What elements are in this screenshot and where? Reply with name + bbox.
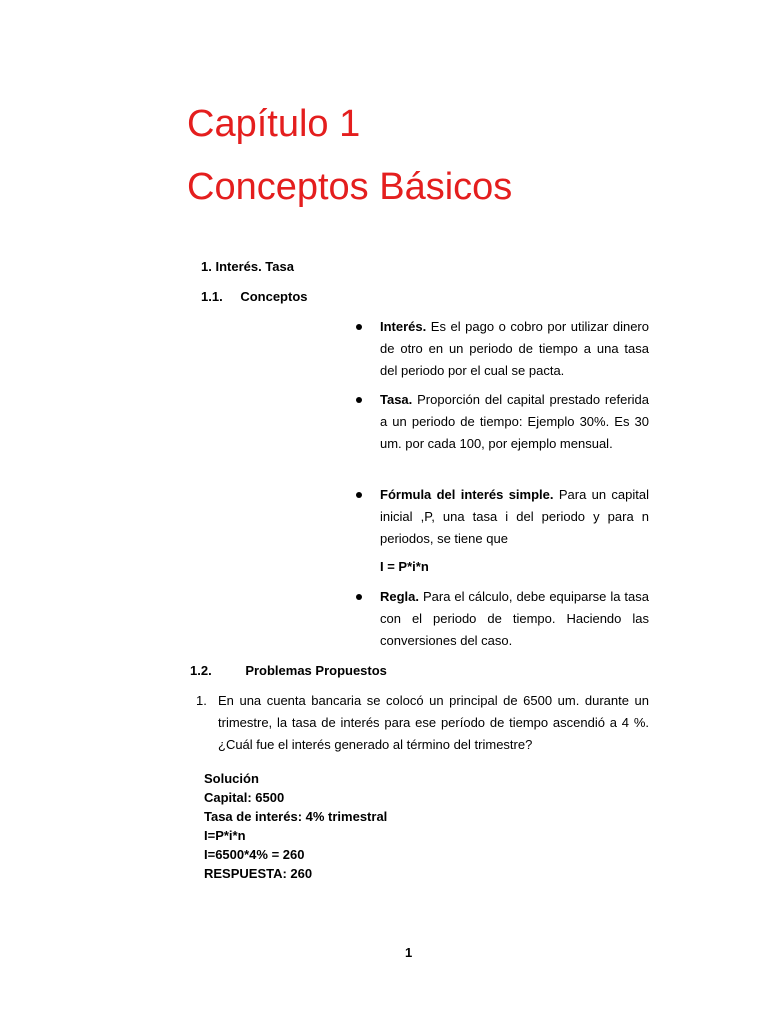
chapter-title: Capítulo 1	[187, 103, 361, 145]
solution-line: Tasa de interés: 4% trimestral	[204, 809, 388, 824]
section-label: Conceptos	[240, 289, 308, 304]
solution-line: Solución	[204, 771, 259, 786]
bullet-dot	[356, 594, 362, 600]
bullet-dot	[356, 324, 362, 330]
section-heading-1-1	[201, 286, 307, 308]
section-number: 1.1.	[201, 289, 223, 304]
solution-line: I=6500*4% = 260	[204, 847, 305, 862]
page-number: 1	[405, 945, 413, 960]
solution-line: I=P*i*n	[204, 828, 246, 843]
section-heading-1-2	[190, 660, 387, 682]
formula: I = P*i*n	[380, 559, 429, 574]
bullet-text: Para el cálculo, debe equiparse la tasa con el periodo de tiempo. Haciendo las conversiones del caso.	[380, 589, 649, 648]
bullet-dot	[356, 397, 362, 403]
section-label: Problemas Propuestos	[245, 663, 387, 678]
chapter-subtitle: Conceptos Básicos	[187, 166, 513, 208]
bullet-term: Fórmula del interés simple.	[380, 487, 554, 502]
bullet-term: Tasa.	[380, 392, 413, 407]
bullet-interes	[380, 316, 649, 382]
solution-line: RESPUESTA: 260	[204, 866, 313, 881]
bullet-text: Proporción del capital prestado referida a un periodo de tiempo: Ejemplo 30%. Es 30 um. por cada 100, por ejemplo mensual.	[380, 392, 649, 451]
bullet-text: Para un capital inicial ,P, una tasa i del periodo y para n periodos, se tiene que	[380, 487, 649, 546]
section-heading-1: 1. Interés. Tasa	[201, 259, 294, 274]
bullet-dot	[356, 492, 362, 498]
bullet-term: Interés.	[380, 319, 427, 334]
bullet-text: Es el pago o cobro por utilizar dinero de otro en un periodo de tiempo a una tasa del periodo por el cual se pacta.	[380, 319, 649, 378]
bullet-formula	[380, 484, 649, 550]
solution-block	[204, 769, 387, 883]
problem-number: 1.	[196, 693, 207, 708]
problem-text: En una cuenta bancaria se colocó un principal de 6500 um. durante un trimestre, la tasa de interés para ese período de tiempo ascendió a 4 %. ¿Cuál fue el interés generado al término del trimestre?	[218, 693, 649, 752]
bullet-tasa	[380, 389, 649, 455]
section-number: 1.2.	[190, 663, 212, 678]
bullet-term: Regla.	[380, 589, 420, 604]
bullet-regla	[380, 586, 649, 652]
solution-line: Capital: 6500	[204, 790, 285, 805]
